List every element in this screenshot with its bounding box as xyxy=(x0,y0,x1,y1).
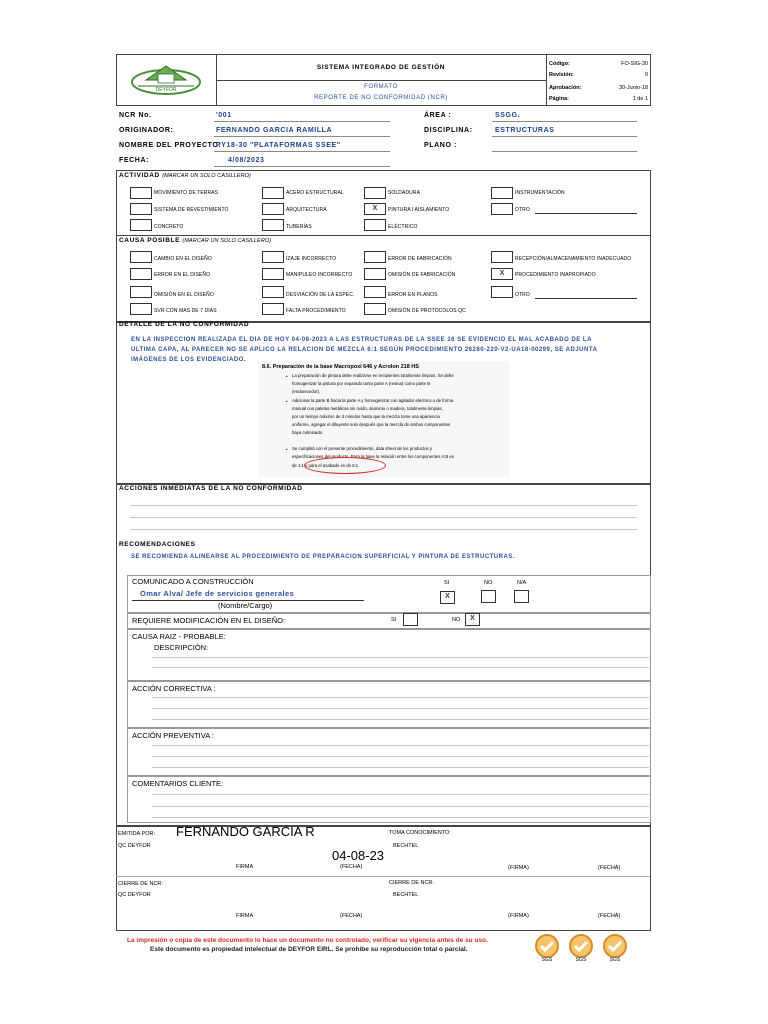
firmas-divider xyxy=(116,876,650,877)
excerpt-bullet: • xyxy=(286,374,288,379)
fecha-value: 4/08/2023 xyxy=(228,157,265,164)
accion-preventiva-line[interactable] xyxy=(152,745,649,746)
format-label: FORMATO xyxy=(364,84,398,90)
causa-raiz-line[interactable] xyxy=(152,667,649,668)
cierre-bechtel-label: CIERRE DE NCR: xyxy=(389,880,434,886)
plano-label: PLANO : xyxy=(424,142,457,149)
comunicado-label: COMUNICADO A CONSTRUCCIÓN xyxy=(132,577,254,586)
causa-checkbox[interactable] xyxy=(130,251,152,263)
actividad-option-label: CONCRETO xyxy=(154,224,184,230)
emitida-date: 04-08-23 xyxy=(332,848,385,863)
plano-line xyxy=(492,151,637,152)
recomendaciones-title: RECOMENDACIONES xyxy=(119,541,196,548)
causa-checkbox[interactable] xyxy=(262,268,284,280)
system-title: SISTEMA INTEGRADO DE GESTIÓN xyxy=(316,64,446,71)
certification-seal-icon xyxy=(565,933,597,963)
actividad-checkbox[interactable] xyxy=(262,219,284,231)
actividad-option-label: ARQUITECTURA xyxy=(286,207,327,213)
actividad-checkbox[interactable] xyxy=(262,187,284,199)
pagina-value: 1 de 1 xyxy=(632,96,648,102)
comunicado-no-label: NO xyxy=(484,580,493,586)
detalle-line: ULTIMA CAPA, AL PARECER NO SE APLICO LA RELACION DE MEZCLA 6:1 SEGÚN PROCEDIMIENTO 26280-220-V2-UA18-00299, SE ADJUNTA xyxy=(131,347,598,353)
actividad-checkbox[interactable] xyxy=(491,187,513,199)
procedure-excerpt-image xyxy=(258,361,510,477)
area-line xyxy=(492,121,637,122)
disciplina-label: DISCIPLINA: xyxy=(424,127,473,134)
causa-checkbox[interactable] xyxy=(364,251,386,263)
causa-option-label: ERROR EN EL DISEÑO xyxy=(154,272,211,278)
certification-seal-label: SGS xyxy=(609,957,621,963)
fecha-label: FECHA: xyxy=(119,157,150,164)
causa-option-label: RECEPCIÓN/ALMACENAMIENTO INADECUADO xyxy=(515,256,632,262)
originador-line xyxy=(214,136,390,137)
header-divider-meta xyxy=(546,54,547,105)
detalle-title: DETALLE DE LA NO CONFORMIDAD xyxy=(119,321,250,328)
footer-disclaimer-2: Este documento es propiedad intelectual de DEYFOR EIRL. Se prohíbe su reproducción total o parcial. xyxy=(150,946,468,953)
cierre-fecha: (FECHA) xyxy=(340,913,363,919)
excerpt-bullet: • xyxy=(286,399,288,404)
revision-label: Revisión: xyxy=(549,72,574,78)
modificacion-no-checkbox[interactable]: X xyxy=(465,613,480,626)
codigo-value: FO-SIG-30 xyxy=(621,61,648,67)
disciplina-value: ESTRUCTURAS xyxy=(495,127,555,134)
emitida-fecha: (FECHA) xyxy=(340,864,363,870)
proyecto-value: PY18-30 "PLATAFORMAS SSEE" xyxy=(216,142,341,149)
area-value: SSGG. xyxy=(495,112,521,119)
excerpt-line: por un tiempo máximo de 3 minutos hasta que la mezcla tome una apariencia xyxy=(292,414,440,419)
causa-option-label: PROCEDIMIENTO INAPROPIADO xyxy=(515,272,596,278)
actividad-checkbox[interactable]: X xyxy=(364,203,386,215)
actividad-option-label: ACERO ESTRUCTURAL xyxy=(286,190,344,196)
certification-seal-label: SGS xyxy=(541,957,553,963)
excerpt-title: 8.6. Preparación de la base Macropoxi 646 y Acrolon 218 HS xyxy=(262,364,419,370)
excerpt-line: especificaciones del producto. Para la base la relación entre los componentes A:B es xyxy=(292,454,454,459)
causa-checkbox[interactable] xyxy=(364,286,386,298)
comunicado-na-label: N/A xyxy=(517,580,527,586)
highlight-ellipse xyxy=(304,457,386,474)
svg-text:DEYFOR: DEYFOR xyxy=(155,87,177,93)
area-label: ÁREA : xyxy=(424,112,452,119)
causa-option-label: CAMBIO EN EL DISEÑO xyxy=(154,256,212,262)
accion-correctiva-label: ACCIÓN CORRECTIVA : xyxy=(132,684,216,693)
cierre-bechtel-fecha: (FECHA) xyxy=(598,913,621,919)
causa-option-label: DESVIACIÓN DE LA ESPEC. xyxy=(286,292,355,298)
causa-option-label: OMISIÓN EN EL DISEÑO xyxy=(154,292,214,298)
causa-checkbox[interactable] xyxy=(130,268,152,280)
revision-value: 0 xyxy=(644,72,648,78)
certification-seal-label: SGS xyxy=(575,957,587,963)
recomendaciones-text: SE RECOMIENDA ALINEARSE AL PROCEDIMIENTO DE PREPARACION SUPERFICIAL Y PINTURA DE ESTRUCTURAS. xyxy=(131,554,515,560)
excerpt-line: homogenizar la pintura por separado tanto parte A (resina) como parte B xyxy=(292,381,431,386)
originador-value: FERNANDO GARCIA RAMILLA xyxy=(216,127,333,134)
toma-firma: (FIRMA) xyxy=(508,865,529,871)
excerpt-line: uniforme, agregar el diluyente solo después que la mezcla de ambos componentes xyxy=(292,422,451,427)
accion-preventiva-line[interactable] xyxy=(152,767,649,768)
cierre-firma: FIRMA xyxy=(236,913,254,919)
actividad-checkbox[interactable] xyxy=(491,203,513,215)
cierre-bechtel: BECHTEL xyxy=(393,892,419,898)
causa-option-label: SVR CON MAS DE 7 DÍAS xyxy=(154,308,217,314)
actividad-checkbox[interactable] xyxy=(262,203,284,215)
modificacion-si-label: SI xyxy=(391,617,397,623)
accion-correctiva-line[interactable] xyxy=(152,697,649,698)
originador-label: ORIGINADOR: xyxy=(119,127,174,134)
causa-checkbox[interactable] xyxy=(491,286,513,298)
codigo-label: Código: xyxy=(549,61,570,67)
actividad-option-label: PINTURA I AISLAMIENTO xyxy=(388,207,450,213)
accion-correctiva-line[interactable] xyxy=(152,719,649,720)
ncr-line xyxy=(214,121,390,122)
detalle-line: EN LA INSPECCION REALIZADA EL DIA DE HOY 04-08-2023 A LAS ESTRUCTURAS DE LA SSEE 16 SE EVIDENCIO EL MAL ACABADO DE LA xyxy=(131,337,592,343)
causa-checkbox[interactable] xyxy=(491,251,513,263)
accion-correctiva-line[interactable] xyxy=(152,708,649,709)
excerpt-line: Se cumplirá con el presente procedimiento, data sheet de los productos y xyxy=(292,446,432,451)
ncr-label: NCR No. xyxy=(119,112,152,119)
comentarios-line[interactable] xyxy=(152,794,649,795)
certification-seal-icon xyxy=(599,933,631,963)
descripcion-label: DESCRIPCIÓN: xyxy=(154,643,209,652)
causa-checkbox[interactable] xyxy=(364,268,386,280)
comunicado-caption: (Nombre/Cargo) xyxy=(218,601,273,610)
otro-causa-line[interactable] xyxy=(535,298,637,299)
actividad-option-label: TUBERÍAS xyxy=(286,224,312,230)
fecha-line xyxy=(214,166,390,167)
actividad-title: ACTIVIDAD (MARCAR UN SOLO CASILLERO) xyxy=(119,172,251,179)
actividad-option-label: SOLDADURA xyxy=(388,190,421,196)
causa-option-label: OTRO xyxy=(515,292,530,298)
report-title: REPORTE DE NO CONFORMIDAD (NCR) xyxy=(314,95,448,101)
causa-raiz-label: CAUSA RAIZ - PROBABLE: xyxy=(132,632,226,641)
causa-title: CAUSA POSIBLE (MARCAR UN SOLO CASILLERO) xyxy=(119,237,272,244)
emitida-por-label: EMITIDA POR: xyxy=(118,831,155,837)
acciones-line[interactable] xyxy=(130,517,637,518)
actividad-checkbox[interactable] xyxy=(364,219,386,231)
excerpt-line: haya culminado. xyxy=(292,430,324,435)
certification-seal-icon xyxy=(531,933,563,963)
actividad-option-label: SISTEMA DE REVESTIMIENTO xyxy=(154,207,229,213)
actividad-option-label: OTRO xyxy=(515,207,530,213)
actividad-checkbox[interactable] xyxy=(130,219,152,231)
aprobacion-value: 30-Junio-18 xyxy=(618,85,648,91)
toma-fecha: (FECHA) xyxy=(598,865,621,871)
actividad-option-label: MOVIMIENTO DE TERRAS xyxy=(154,190,219,196)
excerpt-line: manual con paletas metálicas sin óxido, aluminio o madera, totalmente limpias, xyxy=(292,406,443,411)
company-logo xyxy=(124,60,208,98)
causa-option-label: OMISIÓN DE PROTOCOLOS QC xyxy=(388,308,466,314)
causa-raiz-line[interactable] xyxy=(152,657,649,658)
disciplina-line xyxy=(492,136,637,137)
excerpt-bullet: • xyxy=(286,447,288,452)
comunicado-si-label: SI xyxy=(444,580,450,586)
comunicado-no-checkbox[interactable] xyxy=(481,590,496,603)
acciones-title: ACCIONES INMEDIATAS DE LA NO CONFORMIDAD xyxy=(119,485,303,492)
actividad-checkbox[interactable] xyxy=(130,187,152,199)
causa-checkbox[interactable] xyxy=(130,286,152,298)
comunicado-name: Omar Alva/ Jefe de servicios generales xyxy=(140,589,295,598)
acciones-line[interactable] xyxy=(130,529,637,530)
emitida-firma: FIRMA xyxy=(236,864,254,870)
causa-checkbox[interactable] xyxy=(262,303,284,315)
causa-option-label: IZAJE INCORRECTO xyxy=(286,256,337,262)
accion-preventiva-line[interactable] xyxy=(152,756,649,757)
toma-conocimiento-label: TOMA CONOCIMIENTO: xyxy=(389,830,451,836)
detalle-line: IMÁGENES DE LOS EVIDENCIADO. xyxy=(131,357,247,363)
causa-option-label: ERROR DE FABRICACIÓN xyxy=(388,256,452,262)
otro-actividad-line[interactable] xyxy=(535,213,637,214)
actividad-option-label: ELÉCTRICO xyxy=(388,224,418,230)
header-title-divider xyxy=(216,80,546,81)
comunicado-na-checkbox[interactable] xyxy=(514,590,529,603)
excerpt-line: de 1:1 y para el acabado es de 6:1 xyxy=(292,463,359,468)
accion-preventiva-label: ACCIÓN PREVENTIVA : xyxy=(132,731,214,740)
causa-checkbox[interactable] xyxy=(130,303,152,315)
causa-checkbox[interactable]: X xyxy=(491,268,513,280)
causa-option-label: FALTA PROCEDIMIENTO xyxy=(286,308,346,314)
causa-option-label: OMISIÓN DE FABRICACIÓN xyxy=(388,272,456,278)
causa-checkbox[interactable] xyxy=(262,251,284,263)
excerpt-line: Adicionar la parte B hacia la parte A y homogenizar con agitador eléctrico o de forma xyxy=(292,398,454,403)
comentarios-line[interactable] xyxy=(152,817,649,818)
modificacion-no-label: NO xyxy=(452,617,461,623)
actividad-checkbox[interactable] xyxy=(130,203,152,215)
comentarios-label: COMENTARIOS CLIENTE: xyxy=(132,779,224,788)
causa-checkbox[interactable] xyxy=(364,303,386,315)
actividad-checkbox[interactable] xyxy=(364,187,386,199)
comentarios-line[interactable] xyxy=(152,806,649,807)
ncr-value: '001 xyxy=(216,112,232,119)
causa-checkbox[interactable] xyxy=(262,286,284,298)
modificacion-si-checkbox[interactable] xyxy=(403,613,418,626)
excerpt-line: La preparación de pintura debe realizarse en recipientes totalmente limpios. Se debe xyxy=(292,373,454,378)
proyecto-line xyxy=(214,151,390,152)
cierre-bechtel-firma: (FIRMA) xyxy=(508,913,529,919)
excerpt-line: (endurecedor). xyxy=(292,389,321,394)
toma-bechtel: BECHTEL xyxy=(393,843,419,849)
cierre-label: CIERRE DE NCR: xyxy=(118,881,163,887)
pagina-label: Página: xyxy=(549,96,569,102)
aprobacion-label: Aprobación: xyxy=(549,85,582,91)
emitida-qc: QC DEYFOR xyxy=(118,843,151,849)
causa-option-label: MANIPULEO INCORRECTO xyxy=(286,272,353,278)
causa-option-label: ERROR EN PLANOS xyxy=(388,292,438,298)
emitida-name: FERNANDO GARCIA R xyxy=(176,824,315,839)
proyecto-label: NOMBRE DEL PROYECTO: xyxy=(119,142,222,149)
firmas-section xyxy=(116,825,651,931)
footer-disclaimer-1: La impresión o copia de este documento lo hace un documento no controlado, verificar su vigencia antes de su uso. xyxy=(127,937,488,944)
actividad-option-label: INSTRUMENTACIÓN xyxy=(515,190,565,196)
comunicado-si-checkbox[interactable]: X xyxy=(440,591,455,604)
cierre-qc: QC DEYFOR xyxy=(118,892,151,898)
acciones-line[interactable] xyxy=(130,505,637,506)
modificacion-label: REQUIERE MODIFICACIÓN EN EL DISEÑO: xyxy=(132,616,286,625)
